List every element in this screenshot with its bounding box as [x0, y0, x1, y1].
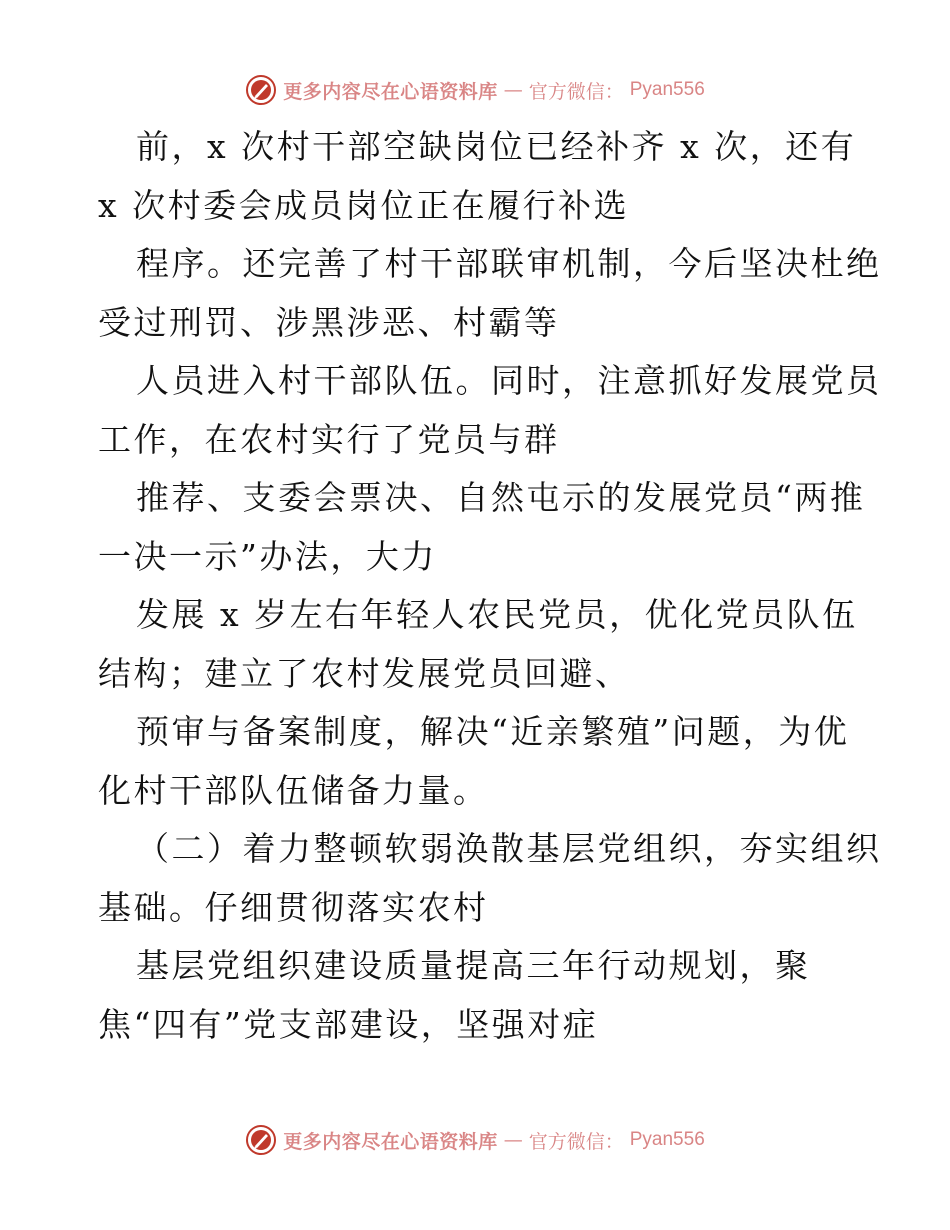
watermark-title: 更多内容尽在心语资料库 [283, 80, 498, 103]
header-watermark [0, 70, 950, 110]
watermark-separator: — [503, 1129, 523, 1151]
text-line: 化村干部队伍储备力量。 [98, 770, 489, 810]
pen-logo-icon [245, 74, 277, 106]
paragraph [98, 469, 866, 586]
watermark-separator: — [503, 79, 523, 101]
watermark-wechat-id: Pyan556 [629, 1129, 705, 1150]
text-line: （二）着力整顿软弱涣散基层党组织，夯实组织 [136, 829, 882, 868]
paragraph [98, 937, 858, 1054]
document-body [98, 118, 882, 1054]
footer-watermark [0, 1120, 950, 1160]
text-line: 预审与备案制度，解决“近亲繁殖”问题，为优 [136, 712, 850, 751]
pen-logo-icon [245, 1124, 277, 1156]
text-line: 工作，在农村实行了党员与群 [98, 419, 560, 459]
text-line: 受过刑罚、涉黑涉恶、村霸等 [98, 302, 560, 342]
paragraph [98, 235, 882, 352]
text-line: 人员进入村干部队伍。同时，注意抓好发展党员 [136, 361, 882, 400]
watermark-wechat-id: Pyan556 [629, 79, 705, 100]
text-line: 前，x 次村干部空缺岗位已经补齐 x 次，还有 [136, 127, 857, 166]
text-line: 结构；建立了农村发展党员回避、 [98, 653, 631, 693]
text-line: 发展 x 岁左右年轻人农民党员，优化党员队伍 [136, 595, 858, 634]
watermark-title: 更多内容尽在心语资料库 [283, 1130, 498, 1153]
text-line: 程序。还完善了村干部联审机制，今后坚决杜绝 [136, 244, 882, 283]
section-heading-paragraph [98, 820, 882, 937]
watermark-label: 官方微信： [528, 80, 624, 103]
text-line: 一决一示”办法，大力 [98, 536, 437, 576]
paragraph [98, 703, 858, 820]
text-line: 基层党组织建设质量提高三年行动规划，聚 [136, 946, 811, 985]
watermark-label: 官方微信： [528, 1130, 624, 1153]
text-line: 推荐、支委会票决、自然屯示的发展党员“两推 [136, 478, 866, 517]
paragraph [98, 118, 858, 235]
text-line: 焦“四有”党支部建设，坚强对症 [98, 1004, 599, 1044]
text-line: x 次村委会成员岗位正在履行补选 [98, 185, 630, 225]
paragraph [98, 586, 858, 703]
paragraph [98, 352, 882, 469]
text-line: 基础。仔细贯彻落实农村 [98, 887, 489, 927]
